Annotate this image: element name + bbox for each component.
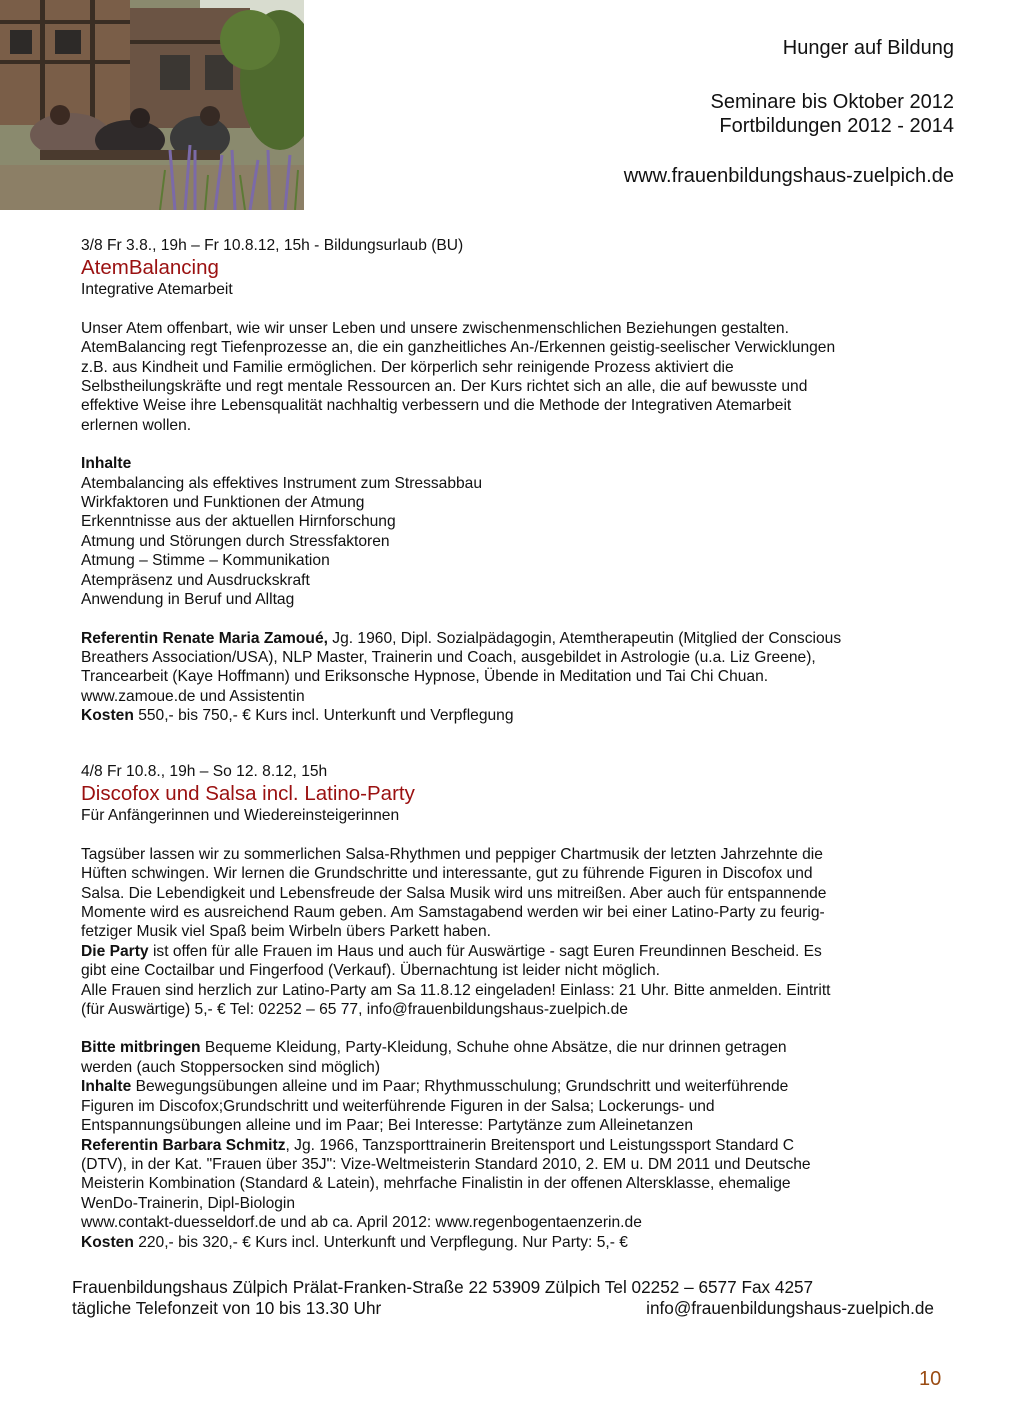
description-line: Unser Atem offenbart, wie wir unser Leben und unsere zwischenmenschlichen Beziehungen gestalten.: [81, 319, 789, 337]
seminar-date: 4/8 Fr 10.8., 19h – So 12. 8.12, 15h: [81, 763, 328, 780]
page-footer: [72, 1277, 934, 1319]
referentin-line: Meisterin Kombination (Standard & Latein), mehrfache Finalistin in der offenen Altersklasse, ehemalige: [81, 1175, 791, 1193]
inhalte-label: Inhalte: [81, 1078, 132, 1096]
description-line: AtemBalancing regt Tiefenprozesse an, die ein ganzheitliches An-/Erkennen geistig-seelischer Verwicklungen: [81, 339, 836, 357]
list-item: Atmung – Stimme – Kommunikation: [81, 552, 330, 570]
page-number: 10: [919, 1368, 942, 1390]
list-item: Atembalancing als effektives Instrument zum Stressabbau: [81, 474, 483, 492]
header-fortbildungen: Fortbildungen 2012 - 2014: [719, 115, 954, 137]
description-line: Selbstheilungskräfte und regt mentale Ressourcen an. Der Kurs richtet sich an alle, die auf bewusste und: [81, 378, 808, 396]
referentin-label: Referentin Renate Maria Zamoué,: [81, 629, 328, 647]
party-label: Die Party: [81, 942, 149, 960]
referentin-label: Referentin Barbara Schmitz: [81, 1136, 286, 1154]
footer-email-link[interactable]: info@frauenbildungshaus-zuelpich.de: [646, 1298, 934, 1318]
header-seminare: Seminare bis Oktober 2012: [710, 91, 954, 113]
mitbringen-line: [81, 1038, 961, 1057]
kosten-line: [81, 1233, 961, 1252]
inhalte-text: Bewegungsübungen alleine und im Paar; Rhythmusschulung; Grundschritt und weiterführende: [131, 1078, 789, 1096]
description-line: z.B. aus Kindheit und Familie ermöglichen. Der körperlich sehr reinigende Prozess aktiviert die: [81, 358, 734, 376]
seminar-description: [81, 319, 961, 435]
inhalte-heading: Inhalte: [81, 455, 132, 473]
kosten-label: Kosten: [81, 1233, 134, 1251]
list-item: Wirkfaktoren und Funktionen der Atmung: [81, 494, 365, 512]
mitbringen-text: Bequeme Kleidung, Party-Kleidung, Schuhe ohne Absätze, die nur drinnen getragen: [200, 1039, 787, 1057]
kosten-line: [81, 706, 961, 725]
description-line: Salsa. Die Lebendigkeit und Lebensfreude der Salsa Musik wird uns mitreißen. Aber auch für entspannende: [81, 884, 827, 902]
seminar-atembalancing: [81, 236, 961, 726]
kosten-text: 550,- bis 750,- € Kurs incl. Unterkunft und Verpflegung: [133, 707, 514, 725]
list-item: Erkenntnisse aus der aktuellen Hirnforschung: [81, 513, 396, 531]
referentin-line: Breathers Association/USA), NLP Master, Trainerin und Coach, ausgebildet in Astrologie (u.a. Liz Greene),: [81, 648, 816, 666]
page-header: [624, 36, 954, 188]
list-item: Anwendung in Beruf und Alltag: [81, 591, 295, 609]
party-line: [81, 942, 961, 961]
seminar-date: 3/8 Fr 3.8., 19h – Fr 10.8.12, 15h - Bildungsurlaub (BU): [81, 237, 464, 254]
header-website-link[interactable]: www.frauenbildungshaus-zuelpich.de: [623, 165, 954, 187]
description-line: erlernen wollen.: [81, 416, 192, 434]
description-line: fetziger Musik viel Spaß beim Wirbeln übers Parkett haben.: [81, 923, 491, 941]
footer-contact-row: [72, 1298, 934, 1319]
header-title: Hunger auf Bildung: [782, 37, 954, 59]
courtyard-photo: [0, 0, 304, 210]
referentin-website-link[interactable]: www.contakt-duesseldorf.de und ab ca. April 2012: www.regenbogentaenzerin.de: [81, 1214, 642, 1232]
seminar-subtitle: Integrative Atemarbeit: [81, 281, 233, 299]
party-contact-line: (für Auswärtige) 5,- € Tel: 02252 – 65 77, info@frauenbildungshaus-zuelpich.de: [81, 1001, 628, 1019]
party-text: ist offen für alle Frauen im Haus und auch für Auswärtige - sagt Euren Freundinnen Bescheid. Es: [148, 942, 822, 960]
description-line: effektive Weise ihre Lebensqualität nachhaltig verbessern und die Methode der Integrativen Atemarbeit: [81, 397, 792, 415]
inhalte-line: Figuren im Discofox;Grundschritt und weiterführende Figuren in der Salsa; Lockerungs- und: [81, 1097, 715, 1115]
referentin-line: [81, 629, 961, 648]
seminar-discofox-salsa: [81, 762, 961, 1252]
seminar-subtitle: Für Anfängerinnen und Wiedereinsteigerinnen: [81, 807, 400, 825]
referentin-line: [81, 1136, 961, 1155]
list-item: Atempräsenz und Ausdruckskraft: [81, 571, 310, 589]
description-line: Hüften schwingen. Wir lernen die Grundschritte und interessante, gut zu führende Figuren in Discofox und: [81, 865, 813, 883]
list-item: Atmung und Störungen durch Stressfaktoren: [81, 532, 390, 550]
referentin-text: , Jg. 1966, Tanzsporttrainerin Breitensport und Leistungssport Standard C: [285, 1136, 795, 1154]
inhalte-line: [81, 1077, 961, 1096]
party-line: Alle Frauen sind herzlich zur Latino-Party am Sa 11.8.12 eingeladen! Einlass: 21 Uhr. Bitte anmelden. Eintritt: [81, 981, 831, 999]
seminar-title: AtemBalancing: [81, 256, 219, 280]
mitbringen-label: Bitte mitbringen: [81, 1039, 201, 1057]
footer-address: Frauenbildungshaus Zülpich Prälat-Franken-Straße 22 53909 Zülpich Tel 02252 – 6577 Fax 4257: [72, 1277, 814, 1297]
referentin-line: WenDo-Trainerin, Dipl-Biologin: [81, 1194, 296, 1212]
footer-phone-hours: tägliche Telefonzeit von 10 bis 13.30 Uhr: [72, 1298, 382, 1318]
inhalte-list: [81, 474, 961, 610]
referentin-website-link[interactable]: www.zamoue.de und Assistentin: [81, 687, 305, 705]
party-line: gibt eine Coctailbar und Fingerfood (Verkauf). Übernachtung ist leider nicht möglich.: [81, 962, 661, 980]
description-line: Tagsüber lassen wir zu sommerlichen Salsa-Rhythmen und peppiger Chartmusik der letzten Jahrzehnte die: [81, 845, 823, 863]
referentin-text: Jg. 1960, Dipl. Sozialpädagogin, Atemtherapeutin (Mitglied der Conscious: [327, 629, 842, 647]
seminar-description: [81, 845, 961, 942]
kosten-text: 220,- bis 320,- € Kurs incl. Unterkunft und Verpflegung. Nur Party: 5,- €: [133, 1233, 628, 1251]
kosten-label: Kosten: [81, 707, 134, 725]
referentin-line: (DTV), in der Kat. "Frauen über 35J": Vize-Weltmeisterin Standard 2010, 2. EM u. DM 2011 und Deutsche: [81, 1155, 811, 1173]
description-line: Momente wird es ausreichend Raum geben. Am Samstagabend werden wir bei einer Latino-Party zu feurig-: [81, 904, 825, 922]
inhalte-line: Entspannungsübungen alleine und im Paar; Bei Interesse: Partytänze zum Alleinetanzen: [81, 1117, 694, 1135]
seminar-title: Discofox und Salsa incl. Latino-Party: [81, 782, 415, 806]
referentin-line: Trancearbeit (Kaye Hoffmann) und Eriksonsche Hypnose, Übende in Meditation und Tai Chi Chuan.: [81, 668, 769, 686]
mitbringen-line: werden (auch Stoppersocken sind möglich): [81, 1058, 381, 1076]
